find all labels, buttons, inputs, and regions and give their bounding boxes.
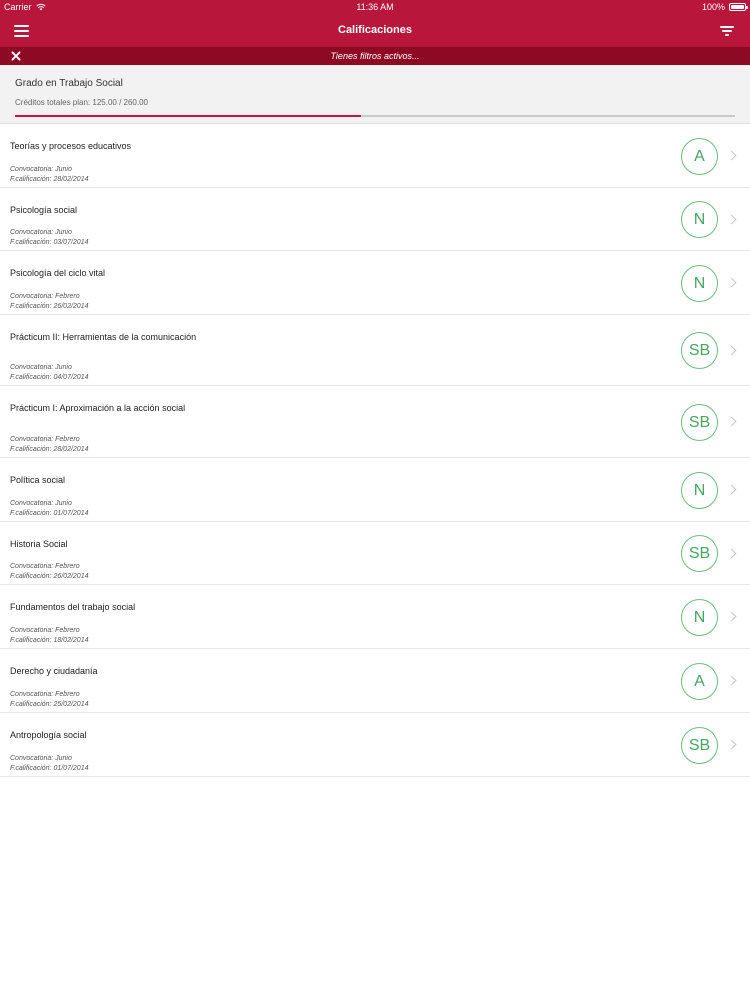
subject-name: Política social: [10, 475, 66, 485]
chevron-right-icon: [727, 417, 737, 427]
grade-badge: A: [681, 138, 718, 175]
subject-name: Derecho y ciudadanía: [10, 666, 98, 676]
subject-row[interactable]: [0, 649, 750, 713]
chevron-right-icon: [727, 215, 737, 225]
chevron-right-icon: [727, 549, 737, 559]
status-bar: [0, 0, 750, 14]
subject-grade-date: F.calificación: 18/02/2014: [10, 637, 89, 644]
chevron-right-icon: [727, 151, 737, 161]
subject-name: Prácticum II: Herramientas de la comunicación: [10, 332, 197, 342]
degree-credits: Créditos totales plan: 125.00 / 260.00: [15, 98, 148, 107]
subject-row[interactable]: [0, 713, 750, 777]
clock: 11:36 AM: [356, 2, 394, 12]
subject-grade-date: F.calificación: 28/02/2014: [10, 446, 89, 453]
subject-row[interactable]: [0, 251, 750, 315]
grade-badge: SB: [681, 404, 718, 441]
subject-row[interactable]: [0, 458, 750, 522]
subject-row[interactable]: [0, 386, 750, 458]
subject-grade-date: F.calificación: 04/07/2014: [10, 374, 89, 381]
subject-row[interactable]: [0, 522, 750, 585]
chevron-right-icon: [727, 485, 737, 495]
navigation-bar: [0, 14, 750, 47]
degree-plan-summary: [0, 65, 750, 124]
subject-convocatoria: Convocatoria: Febrero: [10, 691, 80, 698]
chevron-right-icon: [727, 740, 737, 750]
subject-name: Psicología social: [10, 205, 78, 215]
carrier-label: Carrier: [4, 2, 32, 12]
filter-icon[interactable]: [718, 23, 736, 39]
subject-name: Historia Social: [10, 539, 68, 549]
subject-grade-date: F.calificación: 26/02/2014: [10, 303, 89, 310]
grade-badge: A: [681, 663, 718, 700]
subject-grade-date: F.calificación: 26/02/2014: [10, 573, 89, 580]
chevron-right-icon: [727, 612, 737, 622]
subject-name: Fundamentos del trabajo social: [10, 602, 136, 612]
subject-convocatoria: Convocatoria: Junio: [10, 229, 72, 236]
subject-convocatoria: Convocatoria: Febrero: [10, 293, 80, 300]
subject-list: [0, 124, 750, 777]
degree-title: Grado en Trabajo Social: [15, 78, 123, 89]
subject-name: Teorías y procesos educativos: [10, 141, 132, 151]
subject-name: Antropología social: [10, 730, 87, 740]
subject-convocatoria: Convocatoria: Junio: [10, 166, 72, 173]
subject-grade-date: F.calificación: 01/07/2014: [10, 765, 89, 772]
grade-badge: SB: [681, 332, 718, 369]
subject-convocatoria: Convocatoria: Febrero: [10, 627, 80, 634]
chevron-right-icon: [727, 346, 737, 356]
subject-convocatoria: Convocatoria: Junio: [10, 500, 72, 507]
battery-icon: [729, 3, 746, 11]
subject-row[interactable]: [0, 188, 750, 251]
grade-badge: N: [681, 472, 718, 509]
grade-badge: SB: [681, 727, 718, 764]
page-title: Calificaciones: [338, 24, 412, 36]
subject-row[interactable]: [0, 124, 750, 188]
subject-row[interactable]: [0, 585, 750, 649]
chevron-right-icon: [727, 278, 737, 288]
subject-convocatoria: Convocatoria: Febrero: [10, 436, 80, 443]
subject-convocatoria: Convocatoria: Febrero: [10, 563, 80, 570]
grade-badge: N: [681, 599, 718, 636]
active-filters-banner: [0, 47, 750, 65]
subject-convocatoria: Convocatoria: Junio: [10, 364, 72, 371]
grade-badge: N: [681, 201, 718, 238]
battery-percent: 100%: [701, 2, 725, 12]
subject-row[interactable]: [0, 315, 750, 386]
grade-badge: N: [681, 265, 718, 302]
subject-grade-date: F.calificación: 01/07/2014: [10, 510, 89, 517]
subject-grade-date: F.calificación: 03/07/2014: [10, 239, 89, 246]
grade-badge: SB: [681, 535, 718, 572]
subject-name: Psicología del ciclo vital: [10, 268, 106, 278]
credits-progress-bar: [15, 115, 735, 117]
chevron-right-icon: [727, 676, 737, 686]
credits-progress-fill: [15, 115, 361, 117]
battery-indicator: [702, 2, 746, 12]
active-filters-text: Tienes filtros activos...: [330, 51, 420, 61]
subject-grade-date: F.calificación: 25/02/2014: [10, 701, 89, 708]
subject-name: Prácticum I: Aproximación a la acción social: [10, 403, 186, 413]
subject-grade-date: F.calificación: 28/02/2014: [10, 176, 89, 183]
subject-convocatoria: Convocatoria: Junio: [10, 755, 72, 762]
